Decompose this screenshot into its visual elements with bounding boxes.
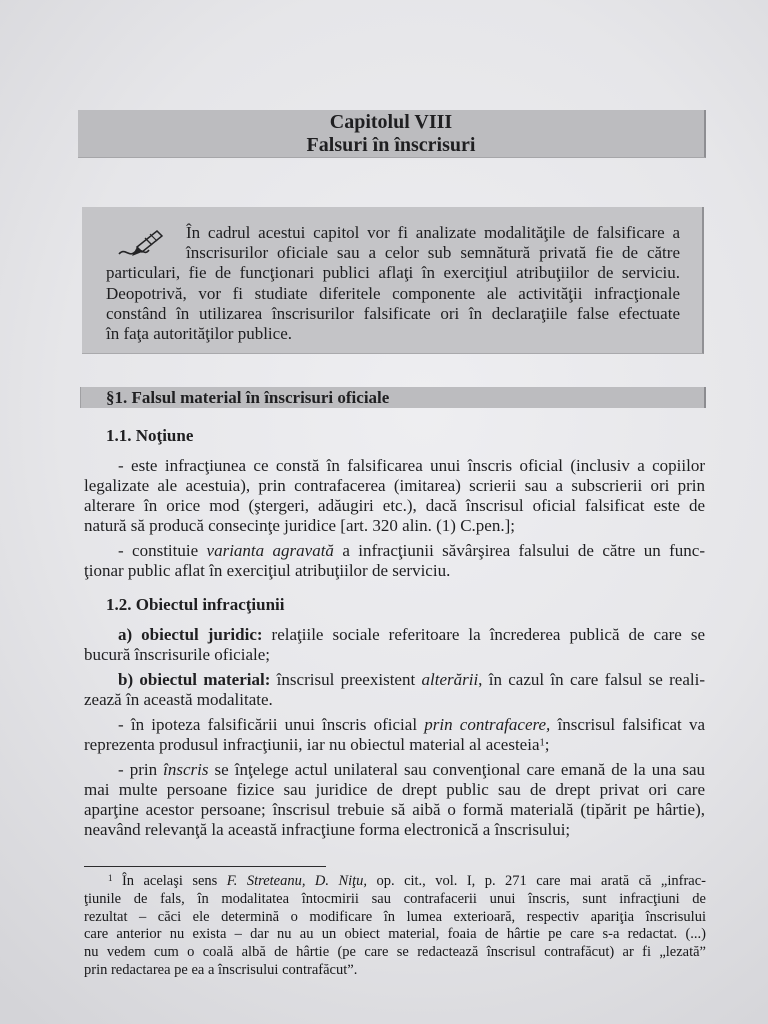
text-run: - constituie bbox=[118, 541, 207, 560]
paragraph bbox=[84, 456, 705, 536]
text-run: reprezenta produsul infracţiunii, iar nu obiectul material al acesteia bbox=[84, 735, 540, 754]
paragraph-line: alterare în orice mod (ştergeri, adăugiri etc.), dacă înscrisul oficial falsificat este de bbox=[84, 496, 705, 515]
footnote-ref: 1 bbox=[108, 872, 113, 883]
summary-line: Deopotrivă, vor fi studiate diferitele componente ale activităţii infracţionale bbox=[106, 283, 680, 303]
paragraph-line: bucură înscrisurile oficiale; bbox=[84, 645, 270, 664]
footnote-line bbox=[84, 873, 706, 891]
subsection-paragraphs bbox=[84, 456, 705, 581]
text-run: înscrisul falsificat va bbox=[550, 715, 705, 734]
summary-line: înscrisurilor oficiale sau a celor sub semnătură privată fie de către bbox=[186, 243, 680, 263]
footnote-separator bbox=[84, 866, 326, 867]
chapter-title: Falsuri în înscrisuri bbox=[306, 134, 476, 156]
chapter-summary-text bbox=[106, 223, 680, 344]
text-run: În acelaşi sens bbox=[112, 873, 227, 889]
paragraph-line: legalizate ale acestuia), prin contrafacerea (imitarea) scrierii sau a subscrierii ori prin bbox=[84, 476, 705, 495]
paragraph-line: aparţine acestor persoane; înscrisul trebuie să aibă o formă materială (tipărit pe hârtie), bbox=[84, 800, 705, 819]
paragraph bbox=[84, 760, 705, 840]
chapter-number: Capitolul VIII bbox=[329, 111, 453, 133]
paragraph-line bbox=[84, 715, 705, 735]
paragraph-line: - este infracţiunea ce constă în falsificarea unui înscris oficial (inclusiv a copiilor bbox=[118, 456, 705, 475]
section-body bbox=[84, 424, 705, 840]
paragraph bbox=[84, 715, 705, 755]
footnote-line: ţiunile de fals, în modalitatea întocmirii sau contrafacerii unui înscris, sunt infracţiuni de bbox=[84, 890, 706, 907]
text-run: ; bbox=[544, 735, 550, 754]
paragraph-line bbox=[84, 625, 705, 645]
text-run: - în ipoteza falsificării unui înscris oficial bbox=[118, 715, 425, 734]
summary-line: particulari, fie de funcţionari publici aflaţi în exerciţiul atribuţiilor de serviciu. bbox=[106, 263, 680, 283]
paragraph-line: ţionar public aflat în exerciţiul atribuţiilor de serviciu. bbox=[84, 561, 451, 580]
footnote-line: nu vedem cum o coală albă de hârtie (pe care se redactează înscrisul contrafăcut) ar fi „lezată” bbox=[84, 944, 706, 961]
italic-text: varianta agravată bbox=[206, 541, 334, 560]
summary-line: constând în utilizarea înscrisurilor falsificate ori în declaraţiile false efectuate bbox=[106, 303, 680, 323]
text-run: relaţiile sociale referitoare la încrederea publică de care se bbox=[262, 625, 705, 644]
chapter-summary-box bbox=[82, 207, 704, 354]
summary-line: în faţa autorităţilor publice. bbox=[106, 324, 292, 344]
text-run: a infracţiunii săvârşirea falsului de către un func- bbox=[333, 541, 705, 560]
pen-writing-icon bbox=[106, 223, 186, 263]
paragraph-line bbox=[84, 541, 705, 561]
italic-text: înscris bbox=[163, 760, 209, 779]
chapter-header bbox=[78, 110, 706, 158]
summary-line: În cadrul acestui capitol vor fi analizate modalităţile de falsificare a bbox=[186, 223, 680, 242]
paragraph-line bbox=[84, 670, 705, 690]
paragraph bbox=[84, 670, 705, 710]
bold-text: a) obiectul juridic: bbox=[118, 625, 263, 644]
subsection-heading: 1.1. Noţiune bbox=[106, 426, 194, 445]
italic-text: F. Streteanu, D. Niţu, bbox=[226, 873, 368, 889]
paragraph bbox=[84, 625, 705, 665]
footnote bbox=[84, 873, 706, 980]
subsection-notiune bbox=[84, 424, 705, 581]
paragraph-line: neavând relevanţă la această infracţiune forma electronică a înscrisului; bbox=[84, 820, 571, 839]
subsection-paragraphs bbox=[84, 625, 705, 840]
text-run: - prin bbox=[118, 760, 164, 779]
text-run: , în cazul în care falsul se reali- bbox=[478, 670, 705, 689]
footnote-ref: 1 bbox=[539, 737, 545, 749]
footnote-line: rezultat – căci ele determină o modificare în lumea exterioară, respectiv apariţia înscrisului bbox=[84, 908, 706, 925]
paragraph-line: zează în această modalitate. bbox=[84, 690, 273, 709]
italic-text: prin contrafacere, bbox=[424, 715, 551, 734]
footnote-line: care anterior nu exista – dar nu au un obiect material, foaia de hârtie pe care s-a redactat. (...) bbox=[84, 926, 706, 943]
text-run: se înţelege actul unilateral sau convenţional care emană de la una sau bbox=[208, 760, 705, 779]
text-run: înscrisul preexistent bbox=[270, 670, 422, 689]
section-heading: §1. Falsul material în înscrisuri oficiale bbox=[106, 388, 390, 407]
subsection-heading: 1.2. Obiectul infracţiunii bbox=[106, 595, 285, 614]
paragraph-line bbox=[84, 760, 705, 780]
paragraph bbox=[84, 541, 705, 581]
footnote-line: prin redactarea pe ea a înscrisului contrafăcut”. bbox=[84, 961, 358, 978]
paragraph-line bbox=[84, 735, 705, 755]
paragraph-line: natură să producă consecinţe juridice [art. 320 alin. (1) C.pen.]; bbox=[84, 516, 515, 535]
italic-text: alterării bbox=[421, 670, 479, 689]
subsection-obiectul-infractiunii bbox=[84, 593, 705, 840]
paragraph-line: mai multe persoane fizice sau juridice de drept public sau de drept privat ori care bbox=[84, 780, 705, 799]
text-run: op. cit., vol. I, p. 271 care mai arată că „infrac- bbox=[367, 873, 706, 889]
bold-text: b) obiectul material: bbox=[118, 670, 271, 689]
section-heading-bar bbox=[80, 387, 706, 408]
